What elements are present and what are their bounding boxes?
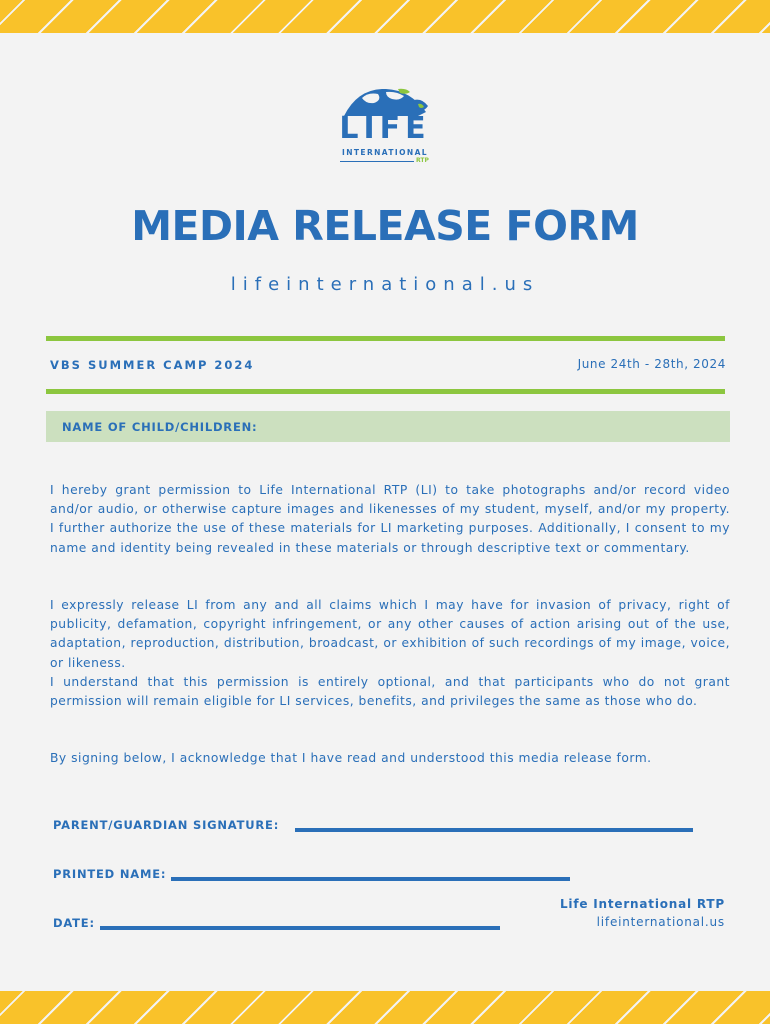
event-name: VBS SUMMER CAMP 2024	[50, 358, 255, 372]
consent-paragraph: I hereby grant permission to Life International RTP (LI) to take photographs and/or record video and/or audio, or otherwise capture images and likenesses of my student, myself, and/or my property. I further authorize the use of these materials for LI marketing purposes. Additionally, I consent to my name and identity being revealed in these materials or through descriptive text or commentary.	[50, 483, 730, 555]
life-international-logo	[334, 86, 436, 170]
logo-subtitle: INTERNATIONAL	[342, 148, 428, 157]
logo-rule	[340, 161, 414, 162]
acknowledgement-paragraph: By signing below, I acknowledge that I have read and understood this media release form.	[50, 751, 652, 765]
optional-paragraph: I understand that this permission is entirely optional, and that participants who do not grant permission will remain eligible for LI services, benefits, and privileges the same as those who do.	[50, 675, 730, 709]
printed-name-label: PRINTED NAME:	[53, 867, 167, 881]
bottom-decorative-band	[0, 991, 770, 1024]
logo-word: LIFE	[339, 111, 431, 146]
footer-organization: Life International RTP	[559, 897, 725, 911]
guardian-signature-line[interactable]	[295, 828, 693, 832]
event-dates: June 24th - 28th, 2024	[577, 357, 726, 371]
child-name-field[interactable]	[46, 411, 730, 442]
footer-website: lifeinternational.us	[596, 915, 725, 929]
header-website: lifeinternational.us	[230, 274, 540, 295]
child-name-label: NAME OF CHILD/CHILDREN:	[62, 420, 258, 434]
green-divider-bottom	[46, 389, 725, 394]
date-line[interactable]	[100, 926, 500, 930]
guardian-signature-label: PARENT/GUARDIAN SIGNATURE:	[53, 818, 280, 832]
page-title: MEDIA RELEASE FORM	[131, 202, 639, 250]
green-divider-top	[46, 336, 725, 341]
release-paragraph: I expressly release LI from any and all claims which I may have for invasion of privacy, right of publicity, defamation, copyright infringement, or any other causes of action arising out of the use, adaptation, reproduction, distribution, broadcast, or exhibition of such recordings of my image, voice, or likeness.	[50, 598, 730, 670]
logo-tag: RTP	[416, 157, 429, 164]
printed-name-line[interactable]	[171, 877, 570, 881]
top-decorative-band	[0, 0, 770, 33]
date-label: DATE:	[53, 916, 95, 930]
